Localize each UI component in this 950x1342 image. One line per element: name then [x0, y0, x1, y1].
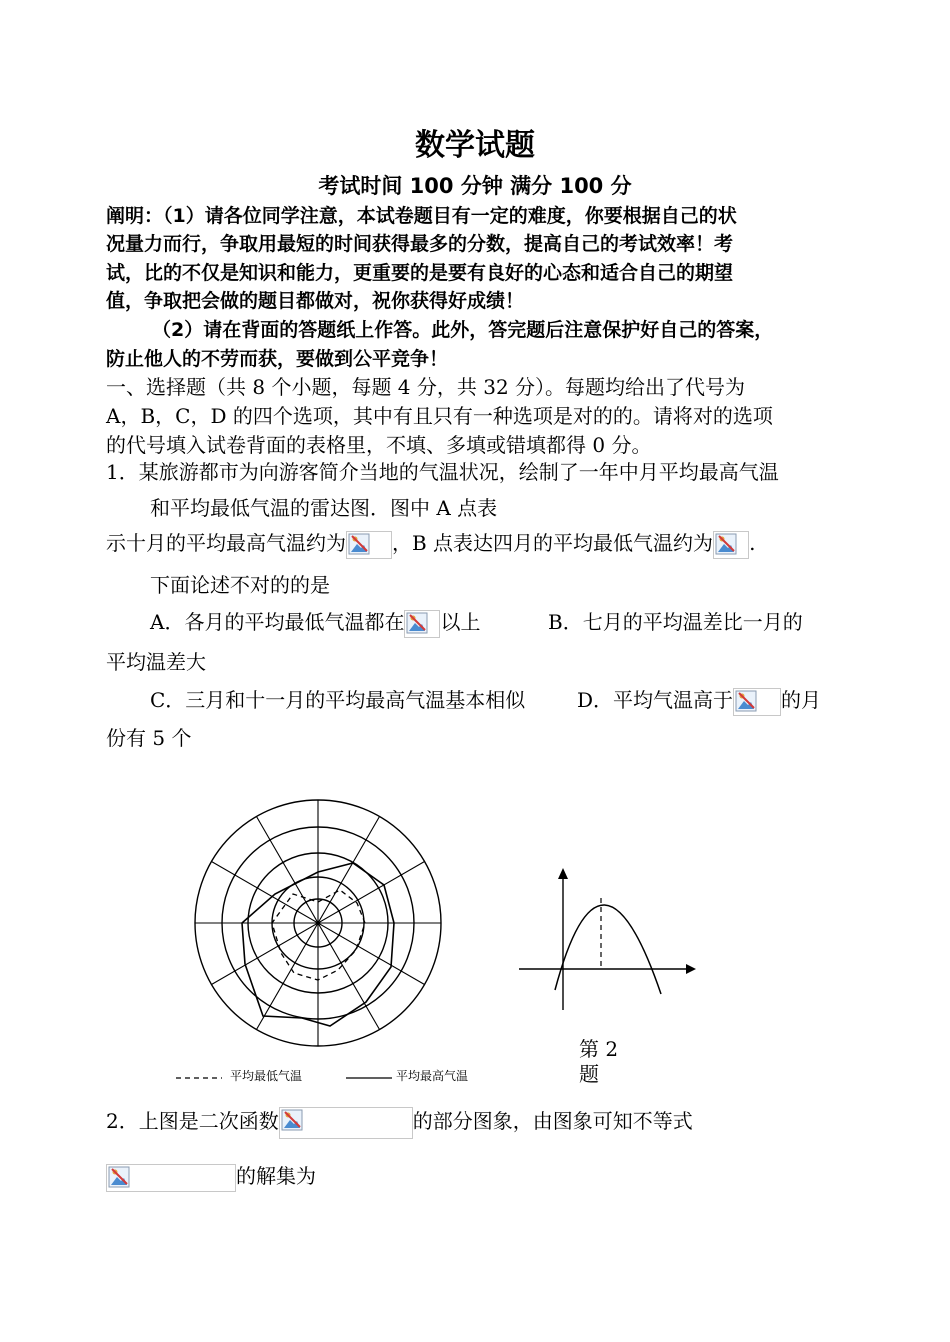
radar-spokes: [195, 800, 441, 1046]
broken-image-icon: [108, 1166, 130, 1188]
formula-image: [279, 1107, 413, 1139]
figure2-caption: 第 2 题: [579, 1037, 619, 1086]
q1-option-d-cont: 份有 5 个: [106, 726, 192, 750]
legend-dashed-line: [176, 1068, 226, 1084]
q1-option-d: D．平均气温高于 的月: [577, 684, 821, 716]
x-axis-arrow: [686, 964, 696, 974]
legend-low-label: 平均最低气温: [230, 1069, 303, 1083]
q2-stem-line2: 的解集为: [106, 1160, 316, 1192]
q1-option-a: A．各月的平均最低气温都在 以上: [150, 606, 480, 638]
broken-image-icon: [406, 612, 428, 634]
section-text: A，B，C，D 的四个选项，其中有且只有一种选项是对的的。请将对的选项: [106, 404, 773, 428]
formula-image: [713, 531, 749, 559]
section-heading: 一、选择题（共 8 个小题，每题 4 分，共 32 分）。每题均给出了代号为: [106, 375, 746, 399]
section-text: 的代号填入试卷背面的表格里，不填、多填或错填都得 0 分。: [106, 433, 652, 457]
page-title: 数学试题: [415, 128, 535, 163]
notice-line: （2）请在背面的答题纸上作答。此外，答完题后注意保护好自己的答案，: [152, 319, 774, 341]
q1-stem: 1．某旅游都市为向游客简介当地的气温状况，绘制了一年中月平均最高气温: [106, 460, 779, 484]
formula-image: [346, 531, 392, 559]
q1-stem-line3: 示十月的平均最高气温约为 ，B 点表达四月的平均最低气温约为 .: [106, 527, 755, 559]
formula-image: [733, 688, 781, 716]
notice-line: 阐明：（1）请各位同学注意，本试卷题目有一定的难度，你要根据自己的状: [106, 205, 737, 227]
broken-image-icon: [715, 533, 737, 555]
broken-image-icon: [281, 1109, 303, 1131]
q2-stem: 2．上图是二次函数 的部分图象，由图象可知不等式: [106, 1105, 693, 1139]
notice-line: 值，争取把会做的题目都做对，祝你获得好成绩！: [106, 290, 525, 312]
radar-chart: [180, 790, 470, 1060]
notice-line: 况量力而行，争取用最短的时间获得最多的分数，提高自己的考试效率！考: [106, 233, 734, 255]
q1-stem: 和平均最低气温的雷达图．图中 A 点表: [150, 496, 498, 520]
parabola-figure: [515, 860, 705, 1020]
broken-image-icon: [348, 533, 370, 555]
notice-line: 防止他人的不劳而获，要做到公平竞争！: [106, 348, 449, 370]
q1-option-b: B．七月的平均温差比一月的: [548, 610, 803, 634]
exam-info: 考试时间 100 分钟 满分 100 分: [318, 174, 632, 198]
q1-option-c: C．三月和十一月的平均最高气温基本相似: [150, 688, 526, 712]
formula-image: [404, 610, 440, 638]
notice-line: 试，比的不仅是知识和能力，更重要的是要有良好的心态和适合自己的期望: [106, 262, 734, 284]
q1-prompt: 下面论述不对的的是: [150, 573, 330, 597]
q1-option-b-cont: 平均温差大: [106, 650, 206, 674]
broken-image-icon: [735, 690, 757, 712]
parabola-curve: [555, 905, 661, 994]
legend-solid-line: [346, 1068, 396, 1084]
formula-image: [106, 1164, 236, 1192]
y-axis-arrow: [558, 868, 568, 879]
legend-high-label: 平均最高气温: [396, 1069, 469, 1083]
